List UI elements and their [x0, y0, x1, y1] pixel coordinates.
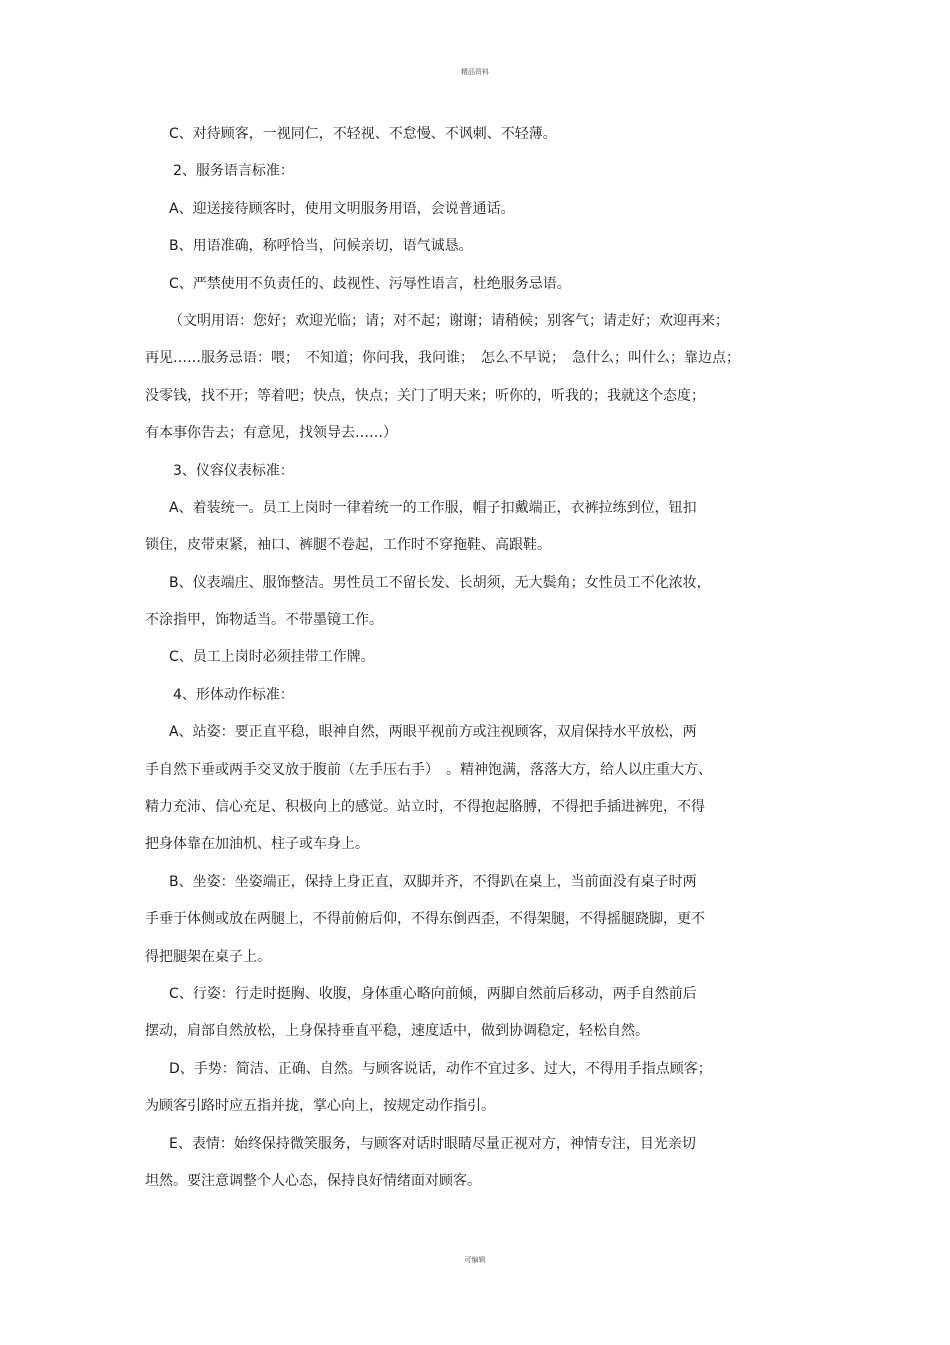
text-line: 得把腿架在桌子上。	[145, 948, 271, 965]
text-line: 为顾客引路时应五指并拢，掌心向上，按规定动作指引。	[145, 1098, 495, 1115]
text-line: 不涂指甲，饰物适当。不带墨镜工作。	[145, 612, 383, 629]
text-line: C、严禁使用不负责任的、歧视性、污辱性语言，杜绝服务忌语。	[169, 275, 571, 292]
text-line: B、用语准确，称呼恰当，问候亲切，语气诚恳。	[169, 238, 473, 255]
text-line: 再见……服务忌语：喂； 不知道；你问我，我问谁； 怎么不早说； 急什么；叫什么；靠边点；	[145, 350, 740, 367]
page-footer-note: 可编辑	[464, 1256, 486, 1264]
page-header-note: 精品资料	[461, 68, 489, 76]
text-line: E、表情：始终保持微笑服务，与顾客对话时眼睛尽量正视对方，神情专注，目光亲切	[169, 1135, 696, 1152]
text-line: 手垂于体侧或放在两腿上，不得前俯后仰，不得东倒西歪，不得架腿，不得摇腿跷脚，更不	[145, 911, 705, 928]
text-line: B、仪表端庄、服饰整洁。男性员工不留长发、长胡须，无大鬓角；女性员工不化浓妆，	[169, 574, 711, 591]
text-line: 精力充沛、信心充足、积极向上的感觉。站立时，不得抱起胳膊，不得把手插进裤兜，不得	[145, 799, 705, 816]
text-line: 有本事你告去；有意见，找领导去……）	[145, 425, 397, 442]
text-line: C、对待顾客，一视同仁，不轻视、不怠慢、不讽刺、不轻薄。	[169, 126, 557, 142]
text-line: 把身体靠在加油机、柱子或车身上。	[145, 836, 369, 853]
section-heading: 2、服务语言标准：	[173, 163, 294, 180]
text-line: 摆动，肩部自然放松，上身保持垂直平稳，速度适中，做到协调稳定，轻松自然。	[145, 1023, 649, 1040]
text-line: 锁住，皮带束紧，袖口、裤腿不卷起，工作时不穿拖鞋、高跟鞋。	[145, 537, 551, 554]
section-heading: 4、形体动作标准：	[173, 686, 294, 703]
text-line: 手自然下垂或两手交叉放于腹前（左手压右手） 。精神饱满，落落大方，给人以庄重大方、	[145, 761, 712, 778]
text-line: D、手势：简洁、正确、自然。与顾客说话，动作不宜过多、过大，不得用手指点顾客；	[169, 1060, 712, 1077]
document-body	[145, 121, 810, 1205]
section-heading: 3、仪容仪表标准：	[173, 462, 294, 479]
text-line: B、坐姿：坐姿端正，保持上身正直，双脚并齐，不得趴在桌上，当前面没有桌子时两	[169, 873, 697, 890]
text-line: A、迎送接待顾客时，使用文明服务用语，会说普通话。	[169, 200, 515, 217]
text-line: C、员工上岗时必须挂带工作牌。	[169, 649, 375, 666]
text-line: A、着装统一。员工上岗时一律着统一的工作服，帽子扣戴端正，衣裤拉练到位，钮扣	[169, 499, 697, 516]
text-line: A、站姿：要正直平稳，眼神自然，两眼平视前方或注视顾客，双肩保持水平放松，两	[169, 724, 697, 741]
text-line: （文明用语：您好；欢迎光临；请；对不起；谢谢；请稍候；别客气；请走好；欢迎再来；	[169, 312, 729, 329]
text-line: 坦然。要注意调整个人心态，保持良好情绪面对顾客。	[145, 1172, 481, 1189]
text-line: 没零钱，找不开；等着吧；快点，快点；关门了明天来；听你的，听我的；我就这个态度；	[145, 387, 705, 404]
text-line: C、行姿：行走时挺胸、收腹，身体重心略向前倾，两脚自然前后移动，两手自然前后	[169, 985, 697, 1002]
